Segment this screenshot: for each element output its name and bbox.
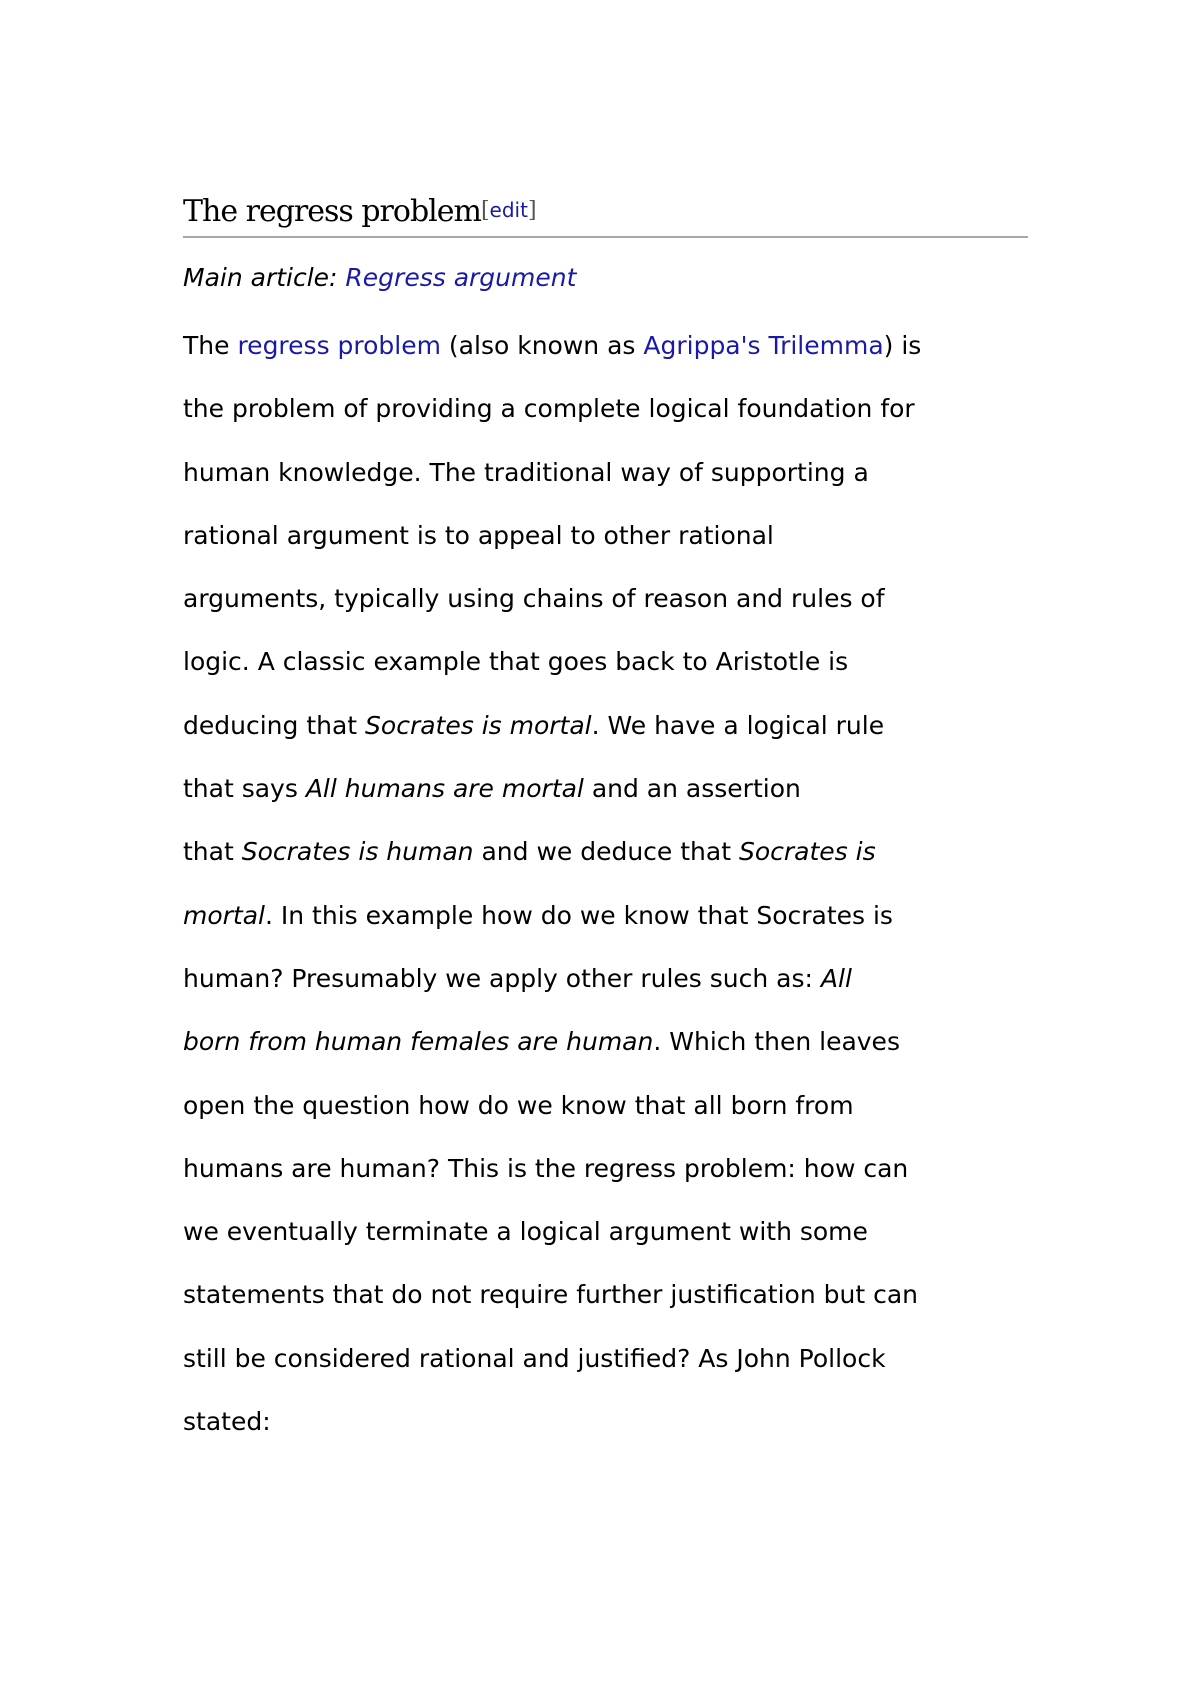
paragraph-line	[183, 504, 1028, 567]
paragraph-line	[183, 884, 1028, 947]
text-run: The	[183, 331, 238, 360]
paragraph-line	[183, 1327, 1028, 1390]
italic-text-run: Socrates is	[738, 837, 876, 867]
text-run: rational argument is to appeal to other rational	[183, 520, 774, 550]
text-run: humans are human? This is the regress problem: how can	[183, 1153, 909, 1183]
text-run: that	[183, 837, 242, 867]
text-run: stated:	[183, 1407, 271, 1437]
section-heading	[183, 190, 1028, 238]
text-run: deducing that	[183, 710, 366, 740]
paragraph-line	[183, 1137, 1028, 1200]
text-run: that says	[183, 774, 306, 804]
text-run: open the question how do we know that all born from	[183, 1090, 854, 1120]
main-article-hatnote	[183, 260, 1028, 296]
edit-bracket-close: ]	[527, 198, 537, 223]
paragraph-line	[183, 947, 1028, 1010]
italic-text-run: All	[820, 963, 852, 993]
paragraph-line	[183, 1074, 1028, 1137]
paragraph-line	[183, 441, 1028, 504]
text-run: ) is	[883, 331, 922, 360]
paragraph-line	[183, 694, 1028, 757]
hatnote-prefix: Main article:	[183, 263, 346, 292]
paragraph-line	[183, 1200, 1028, 1263]
italic-text-run: Socrates is mortal	[365, 710, 592, 740]
paragraph-line	[183, 1263, 1028, 1326]
text-run: . In this example how do we know that Socrates is	[265, 900, 893, 930]
paragraph-line	[183, 757, 1028, 820]
italic-text-run: All humans are mortal	[305, 774, 584, 804]
paragraph-line	[183, 1390, 1028, 1453]
paragraph-line	[183, 314, 1028, 377]
article-section	[183, 190, 1028, 1453]
regress-problem-link[interactable]: regress problem	[237, 331, 441, 360]
section-title: The regress problem	[183, 194, 481, 229]
italic-text-run: mortal	[183, 900, 265, 930]
text-run: (also known as	[440, 331, 644, 360]
text-run: logic. A classic example that goes back to Aristotle is	[183, 647, 849, 677]
text-run: still be considered rational and justified? As John Pollock	[183, 1343, 886, 1373]
regress-argument-link[interactable]: Regress argument	[345, 263, 577, 292]
italic-text-run: Socrates is human	[241, 837, 474, 867]
text-run: human knowledge. The traditional way of supporting a	[183, 457, 869, 487]
edit-link-text[interactable]: edit	[489, 198, 528, 222]
paragraph	[183, 314, 1028, 1453]
paragraph-line	[183, 820, 1028, 883]
text-run: . We have a logical rule	[591, 710, 885, 740]
text-run: arguments, typically using chains of reason and rules of	[183, 584, 885, 614]
text-run: we eventually terminate a logical argument with some	[183, 1217, 868, 1247]
paragraph-line	[183, 630, 1028, 693]
agrippas-trilemma-link[interactable]: Agrippa's Trilemma	[643, 331, 884, 360]
paragraph-line	[183, 1010, 1028, 1073]
edit-bracket-open: [	[480, 198, 490, 223]
text-run: and an assertion	[583, 774, 801, 804]
text-run: . Which then leaves	[653, 1027, 900, 1057]
italic-text-run: born from human females are human	[183, 1027, 654, 1057]
text-run: the problem of providing a complete logical foundation for	[183, 394, 915, 424]
paragraph-line	[183, 377, 1028, 440]
paragraph-line	[183, 567, 1028, 630]
text-run: and we deduce that	[473, 837, 739, 867]
text-run: human? Presumably we apply other rules such as:	[183, 963, 821, 993]
text-run: statements that do not require further justification but can	[183, 1280, 918, 1310]
edit-section-link[interactable]	[481, 198, 537, 222]
